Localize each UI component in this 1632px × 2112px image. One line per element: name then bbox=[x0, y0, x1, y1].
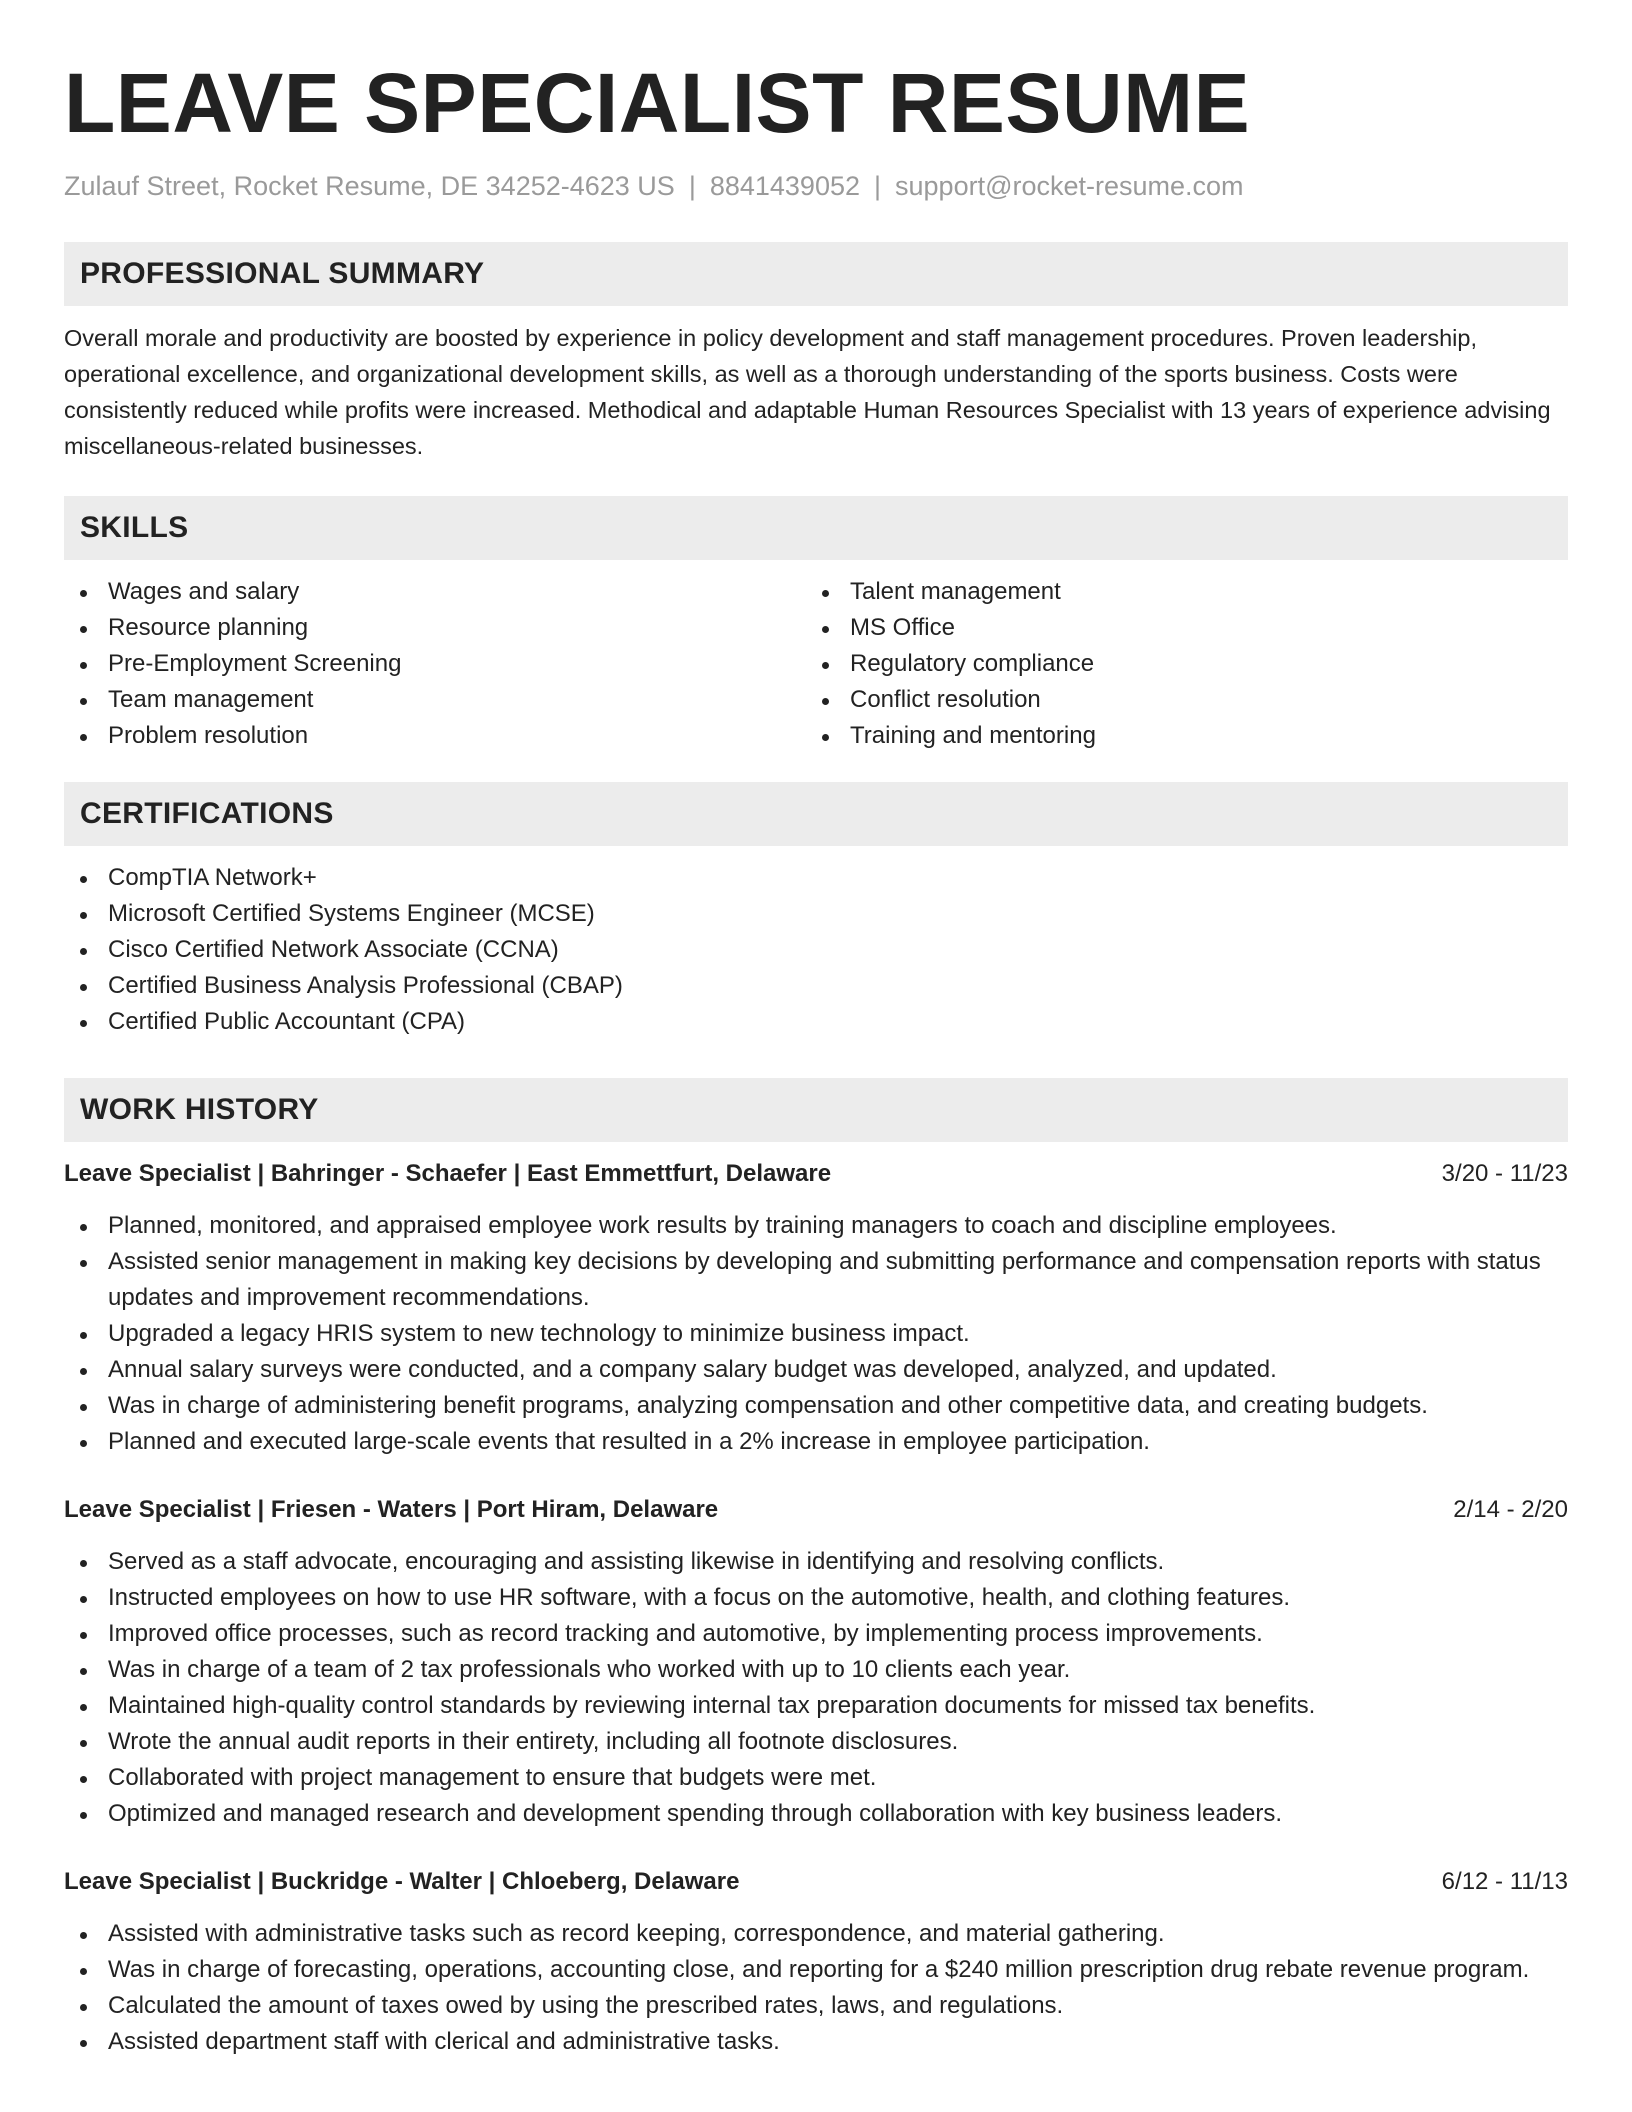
job-bullet: Assisted with administrative tasks such as record keeping, correspondence, and material gathering. bbox=[64, 1916, 1568, 1952]
skill-item: Conflict resolution bbox=[806, 682, 1548, 718]
skill-item: Resource planning bbox=[64, 610, 806, 646]
skill-item: Team management bbox=[64, 682, 806, 718]
skill-item: Training and mentoring bbox=[806, 718, 1548, 754]
job-bullet: Optimized and managed research and development spending through collaboration with key business leaders. bbox=[64, 1796, 1568, 1832]
job-bullet: Assisted senior management in making key decisions by developing and submitting performance and compensation reports with status updates and improvement recommendations. bbox=[64, 1244, 1568, 1316]
job-bullet: Assisted department staff with clerical and administrative tasks. bbox=[64, 2024, 1568, 2060]
job-bullet: Upgraded a legacy HRIS system to new technology to minimize business impact. bbox=[64, 1316, 1568, 1352]
certification-item: Certified Public Accountant (CPA) bbox=[64, 1004, 1568, 1040]
job-dates: 2/14 - 2/20 bbox=[1453, 1496, 1568, 1523]
contact-address: Zulauf Street, Rocket Resume, DE 34252-4623 US bbox=[64, 171, 675, 201]
job-bullet: Was in charge of administering benefit programs, analyzing compensation and other competitive data, and creating budgets. bbox=[64, 1388, 1568, 1424]
contact-separator: | bbox=[874, 171, 882, 201]
certification-item: CompTIA Network+ bbox=[64, 860, 1568, 896]
job-header bbox=[64, 1864, 1568, 1900]
resume-page bbox=[64, 48, 1568, 2060]
job-bullet: Improved office processes, such as record tracking and automotive, by implementing process improvements. bbox=[64, 1616, 1568, 1652]
skill-item: Wages and salary bbox=[64, 574, 806, 610]
job-header bbox=[64, 1492, 1568, 1528]
job-header bbox=[64, 1156, 1568, 1192]
summary-text: Overall morale and productivity are boosted by experience in policy development and staff management procedures. Proven leadership, operational excellence, and organizational development skills, as well as a thorough understanding of the sports business. Costs were consistently reduced while profits were increased. Methodical and adaptable Human Resources Specialist with 13 years of experience advising miscellaneous-related businesses. bbox=[64, 325, 1551, 459]
job-bullet: Collaborated with project management to ensure that budgets were met. bbox=[64, 1760, 1568, 1796]
skill-item: MS Office bbox=[806, 610, 1548, 646]
certifications-list bbox=[64, 860, 1568, 1040]
job-bullet: Wrote the annual audit reports in their entirety, including all footnote disclosures. bbox=[64, 1724, 1568, 1760]
job-dates: 3/20 - 11/23 bbox=[1441, 1160, 1568, 1187]
job-bullet: Calculated the amount of taxes owed by using the prescribed rates, laws, and regulations. bbox=[64, 1988, 1568, 2024]
job-bullet: Planned and executed large-scale events that resulted in a 2% increase in employee participation. bbox=[64, 1424, 1568, 1460]
job-title: Leave Specialist | Friesen - Waters | Port Hiram, Delaware bbox=[64, 1496, 719, 1523]
contact-phone: 8841439052 bbox=[709, 171, 860, 201]
job-bullet: Annual salary surveys were conducted, and a company salary budget was developed, analyzed, and updated. bbox=[64, 1352, 1568, 1388]
job-bullet: Was in charge of forecasting, operations, accounting close, and reporting for a $240 million prescription drug rebate revenue program. bbox=[64, 1952, 1568, 1988]
certification-item: Microsoft Certified Systems Engineer (MCSE) bbox=[64, 896, 1568, 932]
summary-heading: PROFESSIONAL SUMMARY bbox=[64, 242, 1568, 306]
job-bullet: Planned, monitored, and appraised employee work results by training managers to coach and discipline employees. bbox=[64, 1208, 1568, 1244]
job-bullets bbox=[64, 1544, 1568, 1832]
contact-line bbox=[64, 168, 1568, 204]
job-dates: 6/12 - 11/13 bbox=[1441, 1868, 1568, 1895]
work-history-heading: WORK HISTORY bbox=[64, 1078, 1568, 1142]
contact-email: support@rocket-resume.com bbox=[895, 171, 1244, 201]
job-title: Leave Specialist | Bahringer - Schaefer | East Emmettfurt, Delaware bbox=[64, 1160, 832, 1187]
job-title: Leave Specialist | Buckridge - Walter | Chloeberg, Delaware bbox=[64, 1868, 740, 1895]
resume-title: LEAVE SPECIALIST RESUME bbox=[64, 56, 1251, 150]
job-bullet: Was in charge of a team of 2 tax professionals who worked with up to 10 clients each year. bbox=[64, 1652, 1568, 1688]
job-entry bbox=[64, 1156, 1568, 1460]
job-bullet: Maintained high-quality control standards by reviewing internal tax preparation documents for missed tax benefits. bbox=[64, 1688, 1568, 1724]
skill-item: Pre-Employment Screening bbox=[64, 646, 806, 682]
contact-separator: | bbox=[688, 171, 696, 201]
skills-column-left bbox=[64, 574, 806, 754]
skill-item: Talent management bbox=[806, 574, 1548, 610]
skill-item: Regulatory compliance bbox=[806, 646, 1548, 682]
job-entry bbox=[64, 1492, 1568, 1832]
skills-heading: SKILLS bbox=[64, 496, 1568, 560]
job-bullet: Instructed employees on how to use HR software, with a focus on the automotive, health, and clothing features. bbox=[64, 1580, 1568, 1616]
skills-list bbox=[64, 574, 1568, 754]
job-entry bbox=[64, 1864, 1568, 2060]
job-bullets bbox=[64, 1916, 1568, 2060]
job-bullets bbox=[64, 1208, 1568, 1460]
skills-column-right bbox=[806, 574, 1548, 754]
certification-item: Certified Business Analysis Professional (CBAP) bbox=[64, 968, 1568, 1004]
certifications-heading: CERTIFICATIONS bbox=[64, 782, 1568, 846]
skill-item: Problem resolution bbox=[64, 718, 806, 754]
certification-item: Cisco Certified Network Associate (CCNA) bbox=[64, 932, 1568, 968]
job-bullet: Served as a staff advocate, encouraging and assisting likewise in identifying and resolving conflicts. bbox=[64, 1544, 1568, 1580]
